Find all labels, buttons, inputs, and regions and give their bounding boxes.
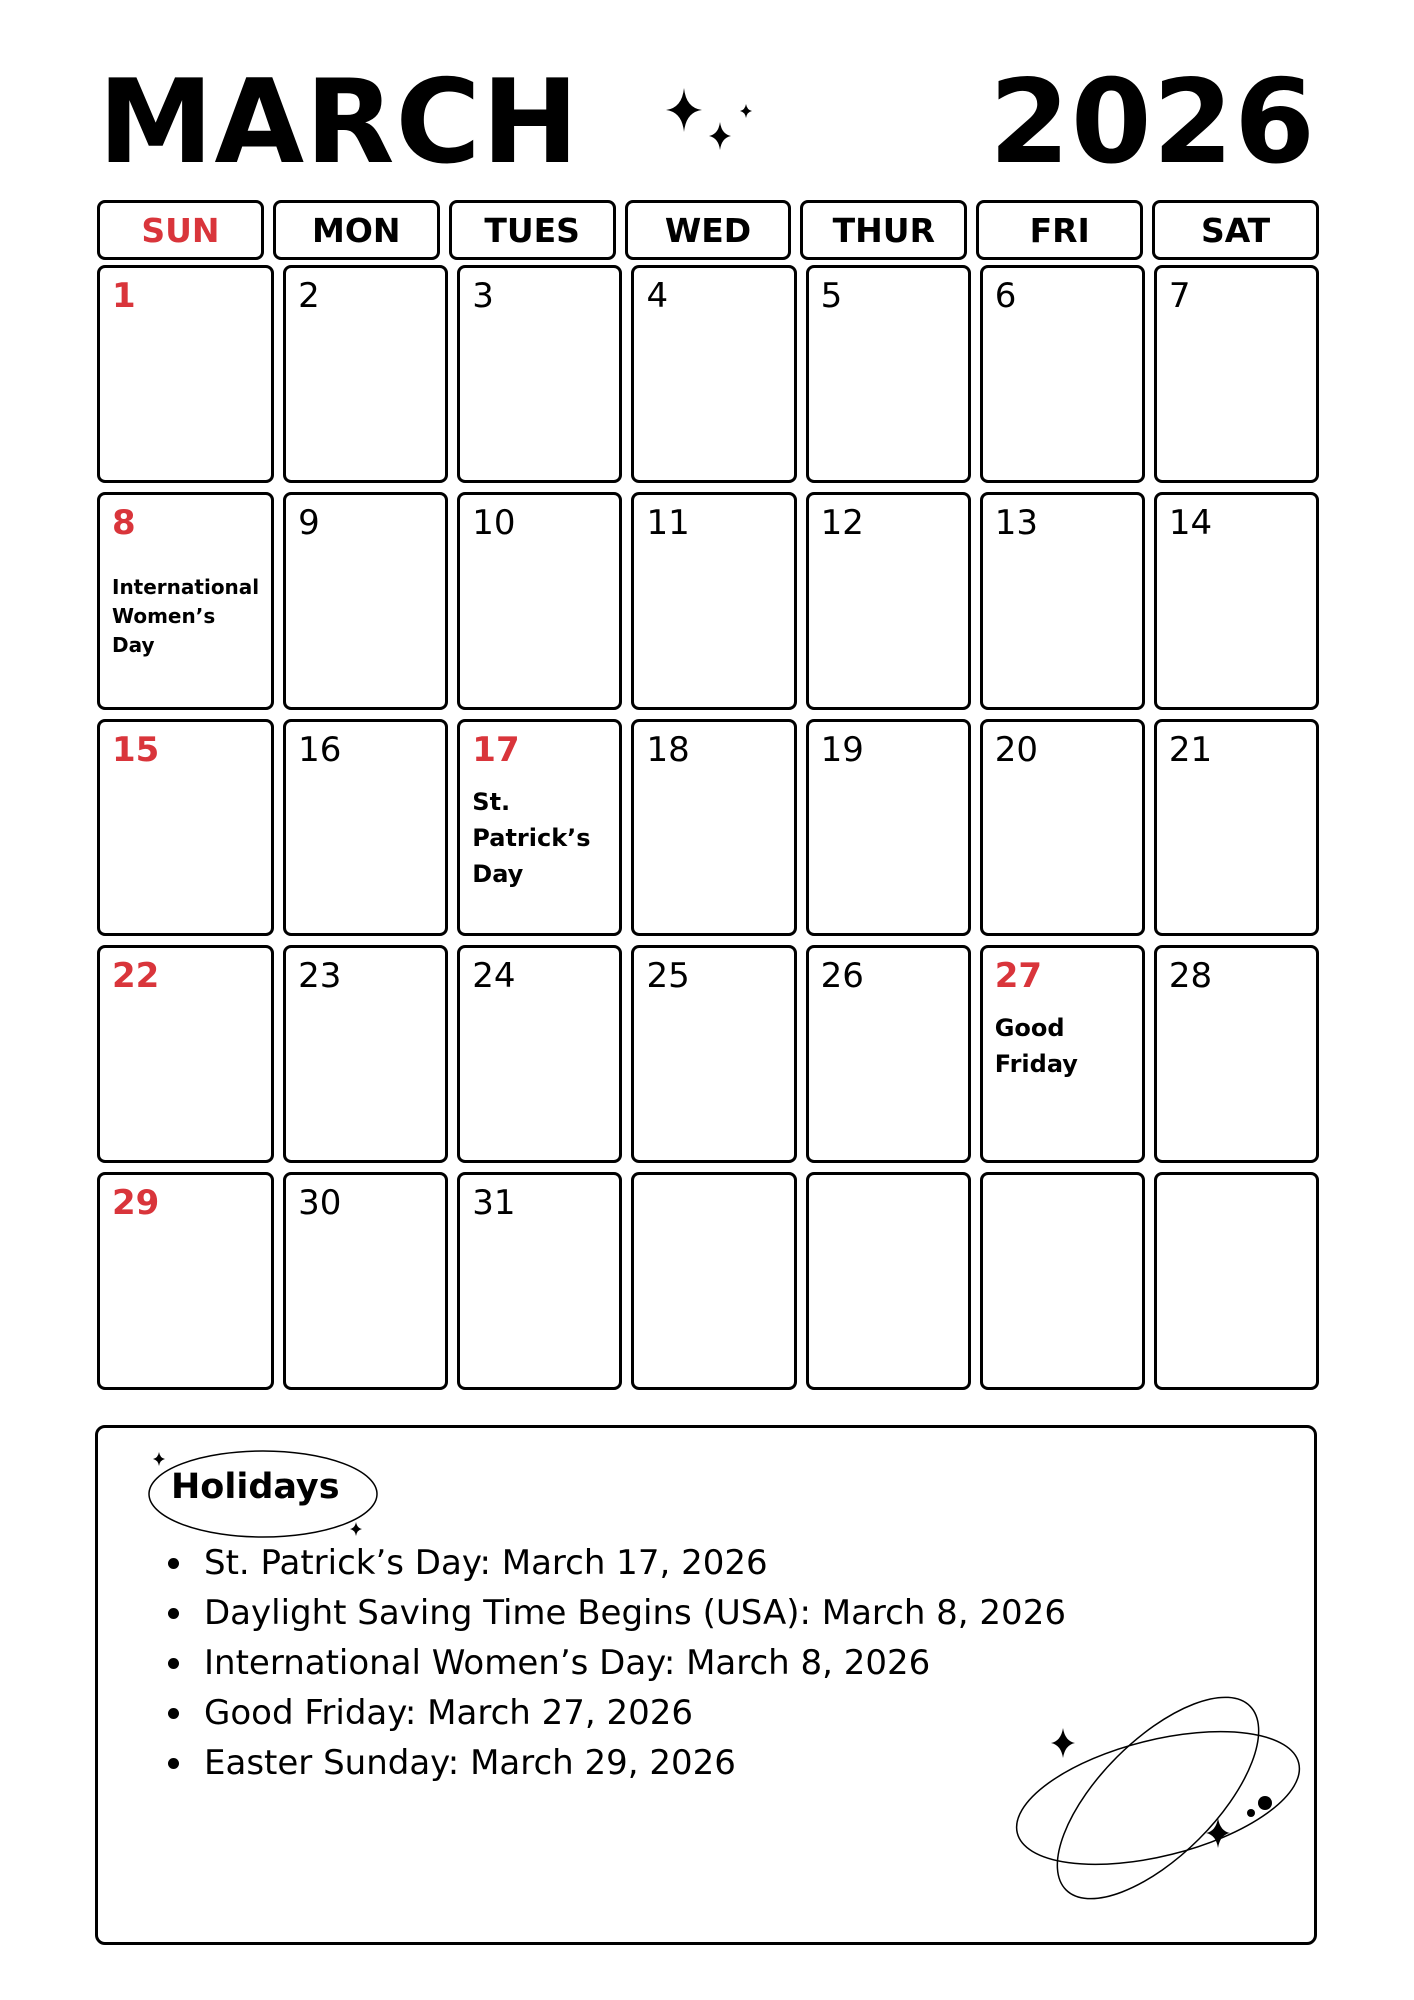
weekday-fri: FRI (976, 200, 1143, 260)
day-cell[interactable] (283, 1172, 448, 1390)
empty-day-cell (806, 1172, 971, 1390)
day-number: 14 (1168, 502, 1213, 543)
day-number: 6 (994, 276, 1017, 316)
day-number: 3 (472, 276, 494, 316)
empty-day-cell (1154, 1172, 1319, 1390)
day-number: 10 (472, 502, 516, 543)
day-number: 31 (472, 1183, 516, 1224)
weekday-tue: TUES (449, 200, 616, 260)
year-title: 2026 (989, 55, 1316, 190)
day-cell[interactable] (97, 1172, 274, 1390)
day-cell[interactable] (980, 719, 1145, 937)
holiday-item: St. Patrick’s Day: March 17, 2026 (168, 1538, 1066, 1588)
day-number: 1 (112, 276, 136, 316)
weekday-header-row (97, 200, 1319, 260)
day-cell[interactable] (806, 945, 971, 1163)
day-cell[interactable] (97, 945, 274, 1163)
orbit-icon (1003, 1673, 1313, 1923)
day-cell[interactable] (1154, 719, 1319, 937)
day-cell[interactable] (457, 1172, 622, 1390)
empty-day-cell (631, 1172, 796, 1390)
day-number: 7 (1168, 276, 1191, 316)
day-cell[interactable] (806, 492, 971, 710)
day-cell[interactable] (1154, 265, 1319, 483)
day-cell[interactable] (631, 719, 796, 937)
day-cell[interactable] (283, 492, 448, 710)
day-number: 29 (112, 1183, 160, 1224)
day-cell[interactable] (980, 265, 1145, 483)
day-cell[interactable] (97, 492, 274, 710)
weekday-mon: MON (273, 200, 440, 260)
holidays-panel (95, 1425, 1317, 1945)
day-number: 23 (298, 956, 342, 997)
day-cell[interactable] (97, 719, 274, 937)
holidays-title: Holidays (171, 1467, 340, 1507)
day-number: 11 (646, 502, 690, 543)
day-cell[interactable] (980, 945, 1145, 1163)
day-number: 2 (298, 276, 320, 316)
day-number: 15 (112, 729, 160, 770)
holiday-item: Good Friday: March 27, 2026 (168, 1688, 1066, 1738)
day-cell[interactable] (457, 492, 622, 710)
day-number: 21 (1168, 729, 1213, 770)
day-number: 28 (1168, 956, 1213, 997)
day-number: 5 (820, 276, 843, 316)
month-title: MARCH (98, 55, 580, 190)
day-cell[interactable] (980, 492, 1145, 710)
day-cell[interactable] (457, 945, 622, 1163)
day-number: 25 (646, 956, 690, 997)
holiday-note: Good Friday (994, 1014, 1078, 1079)
day-cell[interactable] (631, 265, 796, 483)
day-number: 19 (820, 729, 864, 770)
day-number: 16 (298, 729, 342, 770)
holiday-item: Daylight Saving Time Begins (USA): March 8, 2026 (168, 1588, 1066, 1638)
weekday-sat: SAT (1152, 200, 1319, 260)
empty-day-cell (980, 1172, 1145, 1390)
day-cell[interactable] (1154, 492, 1319, 710)
day-number: 4 (646, 276, 669, 316)
day-number: 13 (994, 502, 1038, 543)
day-cell[interactable] (806, 719, 971, 937)
day-number: 20 (994, 729, 1038, 770)
holiday-note: St. Patrick’s Day (472, 787, 591, 888)
holiday-item: International Women’s Day: March 8, 2026 (168, 1638, 1066, 1688)
calendar-grid (97, 265, 1319, 1390)
day-number: 22 (112, 956, 160, 997)
holidays-list (168, 1538, 1066, 1788)
day-cell[interactable] (457, 265, 622, 483)
weekday-sun: SUN (97, 200, 264, 260)
day-cell[interactable] (631, 945, 796, 1163)
day-cell[interactable] (283, 945, 448, 1163)
day-number: 24 (472, 956, 516, 997)
day-number: 9 (298, 502, 320, 543)
day-cell[interactable] (283, 265, 448, 483)
day-cell[interactable] (1154, 945, 1319, 1163)
day-number: 12 (820, 502, 864, 543)
holiday-note: International Women’s Day (112, 574, 260, 657)
day-number: 8 (112, 502, 136, 543)
weekday-thu: THUR (800, 200, 967, 260)
sparkle-icon (650, 80, 770, 170)
day-number: 17 (472, 729, 520, 770)
day-cell[interactable] (97, 265, 274, 483)
weekday-wed: WED (625, 200, 792, 260)
day-number: 18 (646, 729, 690, 770)
day-number: 26 (820, 956, 864, 997)
day-cell[interactable] (806, 265, 971, 483)
day-cell[interactable] (631, 492, 796, 710)
day-cell[interactable] (283, 719, 448, 937)
day-cell[interactable] (457, 719, 622, 937)
day-number: 30 (298, 1183, 342, 1224)
day-number: 27 (994, 956, 1043, 997)
holiday-item: Easter Sunday: March 29, 2026 (168, 1738, 1066, 1788)
